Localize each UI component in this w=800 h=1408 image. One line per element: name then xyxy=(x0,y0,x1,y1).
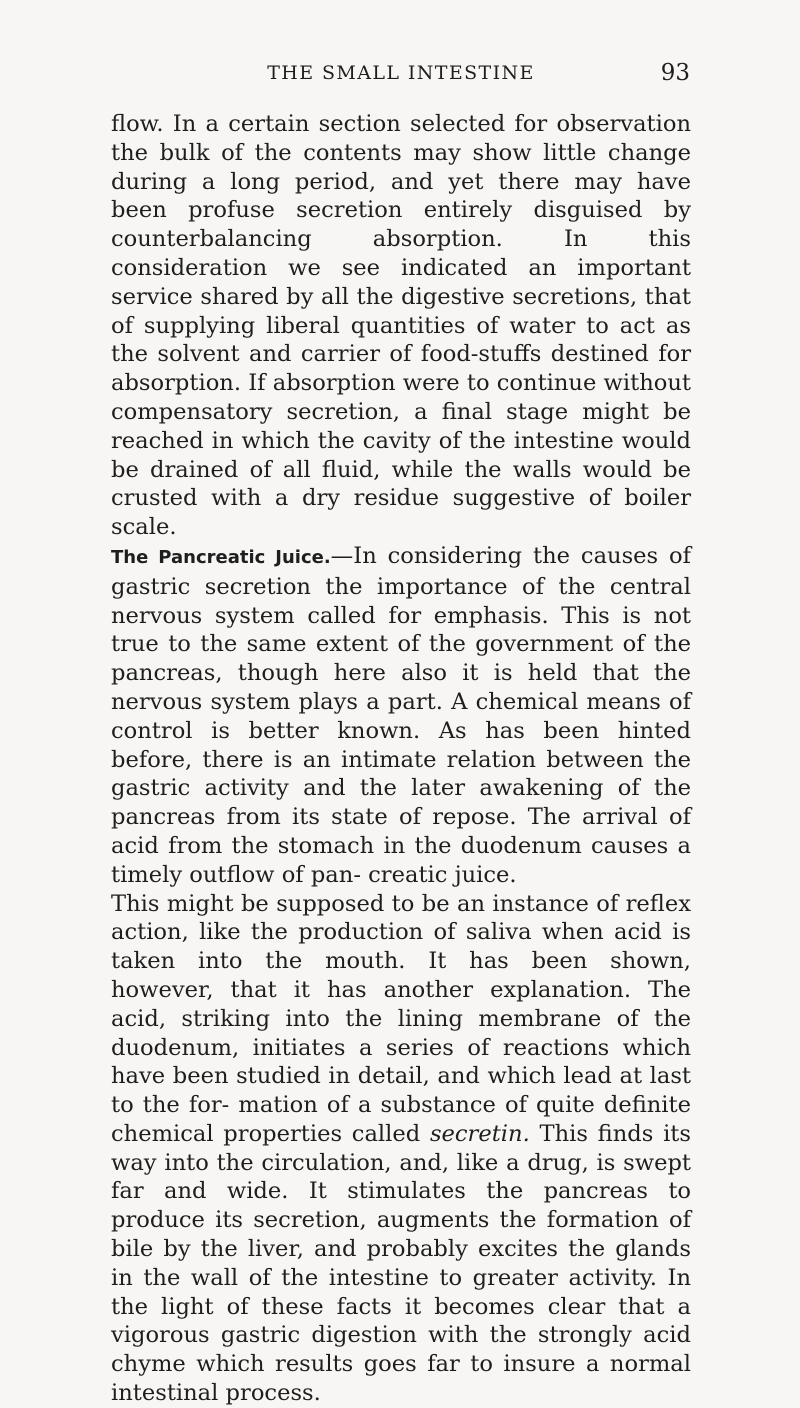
running-title: THE SMALL INTESTINE xyxy=(267,62,535,84)
paragraph-pancreatic-juice xyxy=(111,542,691,890)
paragraph-absorption-text: flow. In a certain section selected for observation the bulk of the contents may show little change during a long period, and yet there may have been profuse secretion entirely disguised by counterbalancing absorption. In this consideration we see indicated an important service shared by all the digestive secretions, that of supplying liberal quantities of water to act as the solvent and carrier of food-stuffs destined for absorption. If absorption were to continue without compensatory secretion, a final stage might be reached in which the cavity of the intestine would be drained of all fluid, while the walls would be crusted with a dry residue suggestive of boiler scale. xyxy=(111,111,691,541)
section-heading: The Pancreatic Juice. xyxy=(111,546,331,568)
paragraph-absorption xyxy=(111,110,691,542)
secretin-term: secretin. xyxy=(429,1120,530,1147)
page-number: 93 xyxy=(660,60,690,86)
paragraph-secretin xyxy=(111,890,691,1408)
running-head xyxy=(112,60,690,90)
paragraph-pancreatic-juice-text: —In considering the causes of gastric secretion the importance of the central nervous system called for emphasis. This is not true to the same extent of the government of the pancreas, though here also it is held that the nervous system plays a part. A chemical means of control is better known. As has been hinted before, there is an intimate relation between the gastric activity and the later awakening of the pancreas from its state of repose. The arrival of acid from the stomach in the duodenum causes a timely outflow of pan- creatic juice. xyxy=(111,542,691,888)
paragraph-secretin-text-start: This might be supposed to be an instance of reflex action, like the production of saliva when acid is taken into the mouth. It has been shown, however, that it has another explanation. The acid, striking into the lining membrane of the duodenum, initiates a series of reactions which have been studied in detail, and which lead at last to the for- mation of a substance of quite definite chemical properties called xyxy=(111,890,691,1147)
body-text xyxy=(111,110,691,1408)
paragraph-secretin-text-end: This finds its way into the circulation, and, like a drug, is swept far and wide. It stimulates the pancreas to produce its secretion, augments the formation of bile by the liver, and probably excites the glands in the wall of the intestine to greater activity. In the light of these facts it becomes clear that a vigorous gastric digestion with the strongly acid chyme which results goes far to insure a normal intestinal process. xyxy=(111,1120,691,1407)
